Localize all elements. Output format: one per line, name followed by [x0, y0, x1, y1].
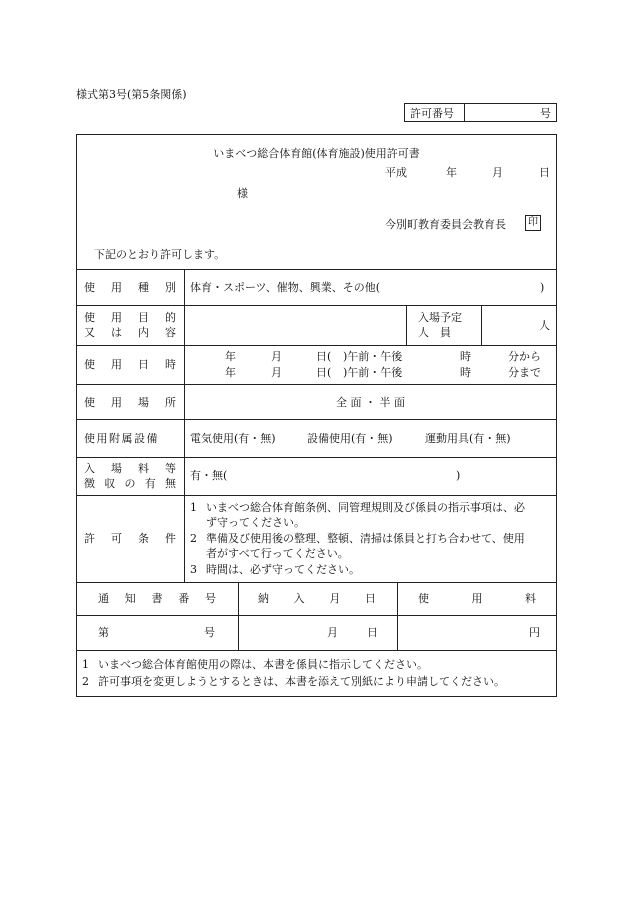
usage-fee-field[interactable]	[404, 625, 524, 639]
equipment-label: 使用附属設備	[84, 432, 159, 445]
purpose-field[interactable]	[190, 310, 400, 340]
attendance-unit: 人	[539, 319, 550, 332]
type-label: 使 用 種 別	[84, 281, 176, 294]
addressee-suffix: 様	[237, 187, 248, 200]
official-seal: 印	[525, 215, 541, 231]
equipment-facility[interactable]: 設備使用(有・無)	[307, 432, 393, 445]
place-label: 使 用 場 所	[84, 396, 176, 409]
payment-month: 月	[327, 626, 338, 639]
conditions-label: 許 可 条 件	[84, 532, 176, 545]
notice-number-prefix: 第	[98, 626, 109, 639]
document-title: いまべつ総合体育館(体育施設)使用許可書	[213, 147, 420, 160]
fee-close-paren: )	[456, 469, 461, 482]
place-options[interactable]: 全 面 ・ 半 面	[336, 396, 405, 409]
form-number: 様式第3号(第5条関係)	[76, 88, 187, 101]
fee-label: 入 場 料 等	[84, 462, 176, 475]
expected-attendance-label: 入場予定	[418, 311, 462, 324]
type-close-paren: )	[540, 281, 545, 294]
notice-number-header: 通 知 書 番 号	[98, 592, 216, 605]
type-other-field[interactable]	[397, 280, 535, 294]
permit-number-label: 許可番号	[410, 107, 454, 120]
fee-label-2: 徴 収 の 有 無	[84, 477, 176, 490]
payment-date-header: 納 入 月 日	[258, 592, 376, 605]
payment-day: 日	[367, 626, 378, 639]
intro-text: 下記のとおり許可します。	[94, 248, 226, 261]
expected-attendance-field[interactable]	[486, 316, 536, 330]
permit-number-suffix: 号	[540, 107, 551, 120]
permit-number-field[interactable]	[469, 105, 547, 119]
type-options: 体育・スポーツ、催物、興業、その他(	[190, 281, 381, 294]
datetime-label: 使 用 日 時	[84, 358, 176, 371]
fee-options[interactable]: 有・無(	[190, 469, 228, 482]
fee-detail-field[interactable]	[236, 468, 451, 482]
notice-number-field[interactable]	[114, 625, 199, 639]
yen-unit: 円	[529, 626, 540, 639]
notice-number-suffix: 号	[204, 626, 215, 639]
equipment-sports-gear[interactable]: 運動用具(有・無)	[425, 432, 511, 445]
addressee-field[interactable]	[80, 186, 230, 200]
purpose-label: 使 用 目 的	[84, 311, 176, 324]
issuer-name: 今別町教育委員会教育長	[385, 218, 506, 231]
expected-attendance-label-2: 人 員	[418, 326, 451, 339]
equipment-electric[interactable]: 電気使用(有・無)	[190, 432, 276, 445]
usage-fee-header: 使 用 料	[418, 592, 536, 605]
purpose-label-2: 又 は 内 容	[84, 326, 176, 339]
